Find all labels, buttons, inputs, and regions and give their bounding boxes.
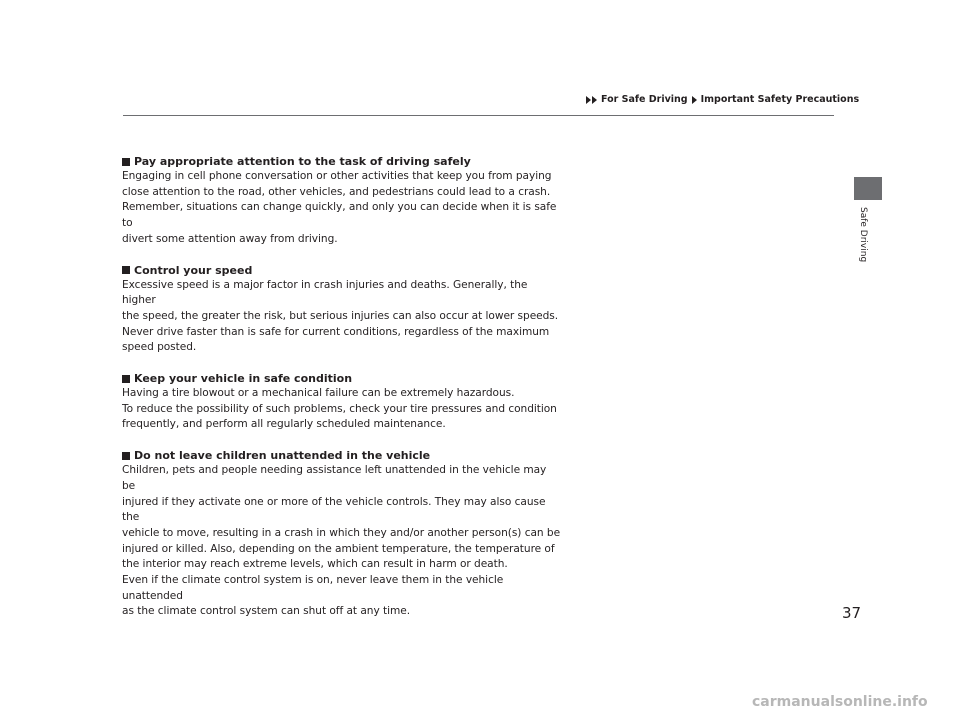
- paragraph-line: To reduce the possibility of such problems, check your tire pressures and condition: [122, 402, 557, 415]
- breadcrumb-arrow-icon: [592, 96, 597, 104]
- section-heading-text: Control your speed: [134, 263, 253, 277]
- paragraph-line: frequently, and perform all regularly scheduled maintenance.: [122, 418, 446, 431]
- square-bullet-icon: [122, 266, 130, 274]
- page-number: 37: [842, 604, 862, 622]
- section-heading: [122, 154, 562, 169]
- section-condition: [122, 371, 562, 433]
- section-speed: [122, 263, 562, 357]
- main-content: [122, 154, 562, 635]
- section-heading-text: Pay appropriate attention to the task of driving safely: [134, 155, 471, 168]
- breadcrumb-item[interactable]: Important Safety Precautions: [700, 94, 860, 105]
- paragraph-line: Remember, situations can change quickly, and only you can decide when it is safe to: [122, 201, 557, 230]
- square-bullet-icon: [122, 158, 130, 166]
- paragraph-line: vehicle to move, resulting in a crash in which they and/or another person(s) can be: [122, 526, 561, 539]
- section-heading: [122, 448, 562, 463]
- section-tab-marker: [854, 177, 882, 200]
- breadcrumb-arrow-icon: [692, 96, 697, 104]
- section-heading: [122, 263, 562, 278]
- paragraph-line: Having a tire blowout or a mechanical failure can be extremely hazardous.: [122, 387, 515, 400]
- paragraph-line: injured if they activate one or more of the vehicle controls. They may also cause the: [122, 495, 546, 524]
- paragraph-line: injured or killed. Also, depending on the ambient temperature, the temperature of: [122, 542, 555, 555]
- paragraph-line: the speed, the greater the risk, but serious injuries can also occur at lower speeds.: [122, 309, 559, 322]
- square-bullet-icon: [122, 375, 130, 383]
- paragraph-line: Engaging in cell phone conversation or other activities that keep you from paying: [122, 170, 552, 182]
- breadcrumb-item[interactable]: For Safe Driving: [601, 94, 688, 105]
- section-heading-text: Do not leave children unattended in the vehicle: [134, 449, 431, 463]
- square-bullet-icon: [122, 452, 130, 460]
- section-heading: [122, 371, 562, 386]
- section-heading-text: Keep your vehicle in safe condition: [134, 372, 353, 386]
- paragraph-line: as the climate control system can shut off at any time.: [122, 605, 411, 618]
- breadcrumb: [586, 94, 860, 105]
- paragraph-line: the interior may reach extreme levels, which can result in harm or death.: [122, 558, 508, 571]
- header-divider: [123, 115, 834, 116]
- paragraph-line: speed posted.: [122, 341, 197, 354]
- paragraph-line: divert some attention away from driving.: [122, 232, 338, 245]
- section-tab-label: Safe Driving: [858, 207, 868, 263]
- paragraph-line: close attention to the road, other vehicles, and pedestrians could lead to a crash.: [122, 185, 551, 198]
- paragraph-line: Even if the climate control system is on, never leave them in the vehicle unattended: [122, 574, 504, 602]
- paragraph-line: Never drive faster than is safe for current conditions, regardless of the maximum: [122, 325, 550, 338]
- watermark-text: carmanualsonline.info: [752, 694, 928, 710]
- paragraph-line: Excessive speed is a major factor in crash injuries and deaths. Generally, the higher: [122, 278, 528, 307]
- paragraph-line: Children, pets and people needing assistance left unattended in the vehicle may be: [122, 464, 547, 492]
- section-children: [122, 448, 562, 620]
- section-attention: [122, 154, 562, 248]
- breadcrumb-arrow-icon: [586, 96, 591, 104]
